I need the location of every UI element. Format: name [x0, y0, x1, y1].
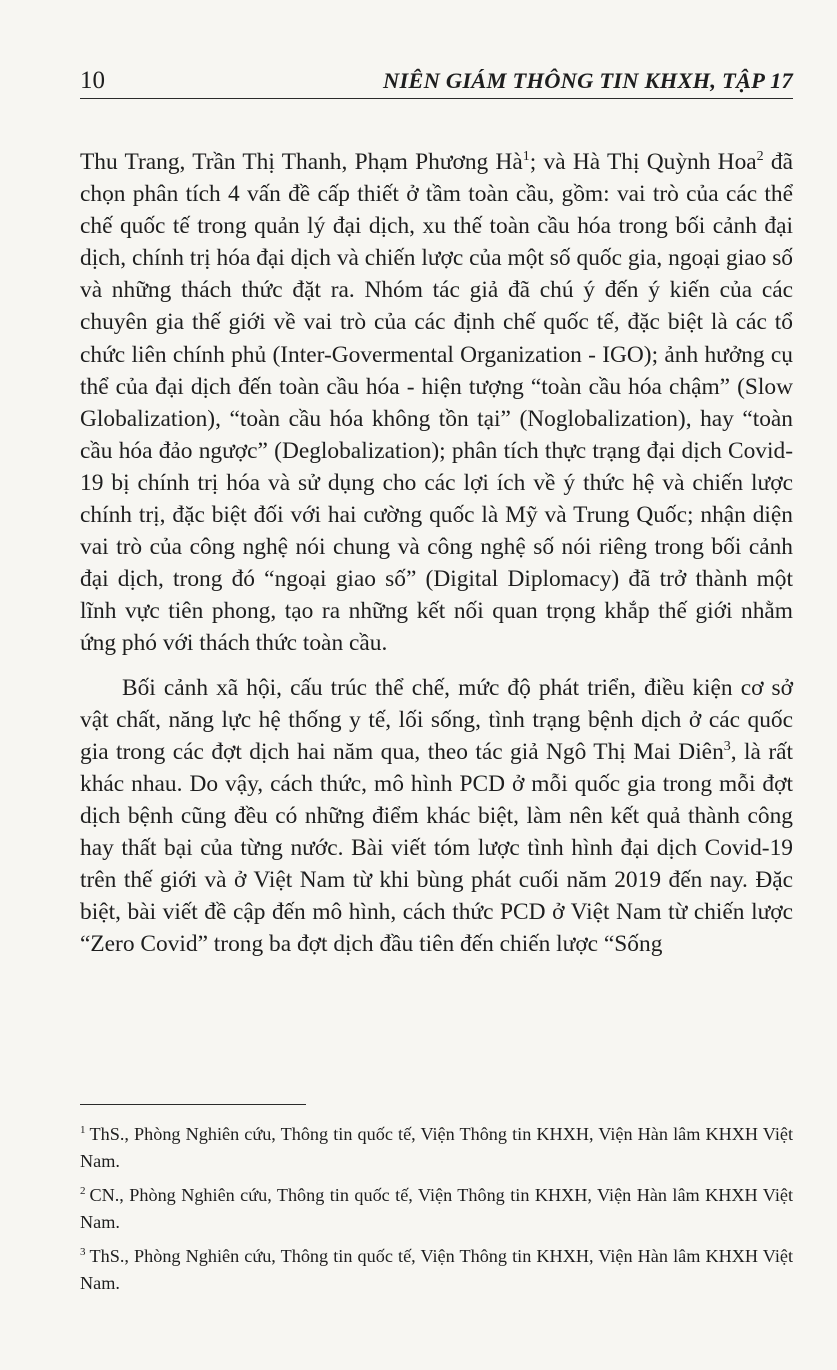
- footnote-text: ThS., Phòng Nghiên cứu, Thông tin quốc tế, Viện Thông tin KHXH, Viện Hàn lâm KHXH Việt Nam.: [80, 1246, 793, 1293]
- footnote-marker: 1: [80, 1124, 86, 1136]
- body-text: [80, 146, 793, 960]
- footnotes: [80, 1121, 793, 1305]
- paragraph-2-text-a: Bối cảnh xã hội, cấu trúc thể chế, mức độ phát triển, điều kiện cơ sở vật chất, năng lực hệ thống y tế, lối sống, tình trạng bệnh dịch ở các quốc gia trong các đợt dịch hai năm qua, theo tác giả Ngô Thị Mai Diên: [80, 674, 793, 765]
- paragraph-1-text-c: đã chọn phân tích 4 vấn đề cấp thiết ở tầm toàn cầu, gồm: vai trò của các thể chế quốc tế trong quản lý đại dịch, xu thế toàn cầu hóa trong bối cảnh đại dịch, chính trị hóa đại dịch và chiến lược của một số quốc gia, ngoại giao số và những thách thức đặt ra. Nhóm tác giả đã chú ý đến ý kiến của các chuyên gia thế giới về vai trò của các định chế quốc tế, đặc biệt là các tổ chức liên chính phủ (Inter-Govermental Organization - IGO); ảnh hưởng cụ thể của đại dịch đến toàn cầu hóa - hiện tượng “toàn cầu hóa chậm” (Slow Globalization), “toàn cầu hóa không tồn tại” (Noglobalization), hay “toàn cầu hóa đảo ngược” (Deglobalization); phân tích thực trạng đại dịch Covid-19 bị chính trị hóa và sử dụng cho các lợi ích về ý thức hệ và chiến lược chính trị, đặc biệt đối với hai cường quốc là Mỹ và Trung Quốc; nhận diện vai trò của công nghệ nói chung và công nghệ số nói riêng trong bối cảnh đại dịch, trong đó “ngoại giao số” (Digital Diplomacy) đã trở thành một lĩnh vực tiên phong, tạo ra những kết nối quan trọng khắp thế giới nhằm ứng phó với thách thức toàn cầu.: [80, 149, 793, 657]
- footnote-ref-1: 1: [522, 149, 530, 164]
- paragraph-2-text-b: , là rất khác nhau. Do vậy, cách thức, mô hình PCD ở mỗi quốc gia trong mỗi đợt dịch bệnh cũng đều có những điểm khác biệt, làm nên kết quả thành công hay thất bại của từng nước. Bài viết tóm lược tình hình đại dịch Covid-19 trên thế giới và ở Việt Nam từ khi bùng phát cuối năm 2019 đến nay. Đặc biệt, bài viết đề cập đến mô hình, cách thức PCD ở Việt Nam từ chiến lược “Zero Covid” trong ba đợt dịch đầu tiên đến chiến lược “Sống: [80, 738, 793, 958]
- page-number: 10: [80, 67, 105, 94]
- footnote-3: [80, 1243, 793, 1296]
- paragraph-1: [80, 146, 793, 660]
- paragraph-1-text-a: Thu Trang, Trần Thị Thanh, Phạm Phương Hà: [80, 149, 523, 175]
- footnote-marker: 3: [80, 1246, 86, 1259]
- paragraph-2: [80, 672, 793, 961]
- footnote-ref-2: 2: [756, 149, 764, 164]
- paragraph-1-text-b: ; và Hà Thị Quỳnh Hoa: [529, 149, 757, 175]
- footnote-marker: 2: [80, 1185, 86, 1198]
- running-title: NIÊN GIÁM THÔNG TIN KHXH, TẬP 17: [383, 68, 793, 93]
- footnote-divider: [80, 1104, 306, 1105]
- footnote-text: ThS., Phòng Nghiên cứu, Thông tin quốc tế, Viện Thông tin KHXH, Viện Hàn lâm KHXH Việt Nam.: [80, 1124, 793, 1171]
- footnote-text: CN., Phòng Nghiên cứu, Thông tin quốc tế, Viện Thông tin KHXH, Viện Hàn lâm KHXH Việt Nam.: [80, 1185, 793, 1232]
- footnote-ref-3: 3: [723, 738, 731, 754]
- page-header: [80, 62, 793, 99]
- footnote-2: [80, 1182, 793, 1235]
- footnote-1: [80, 1121, 793, 1174]
